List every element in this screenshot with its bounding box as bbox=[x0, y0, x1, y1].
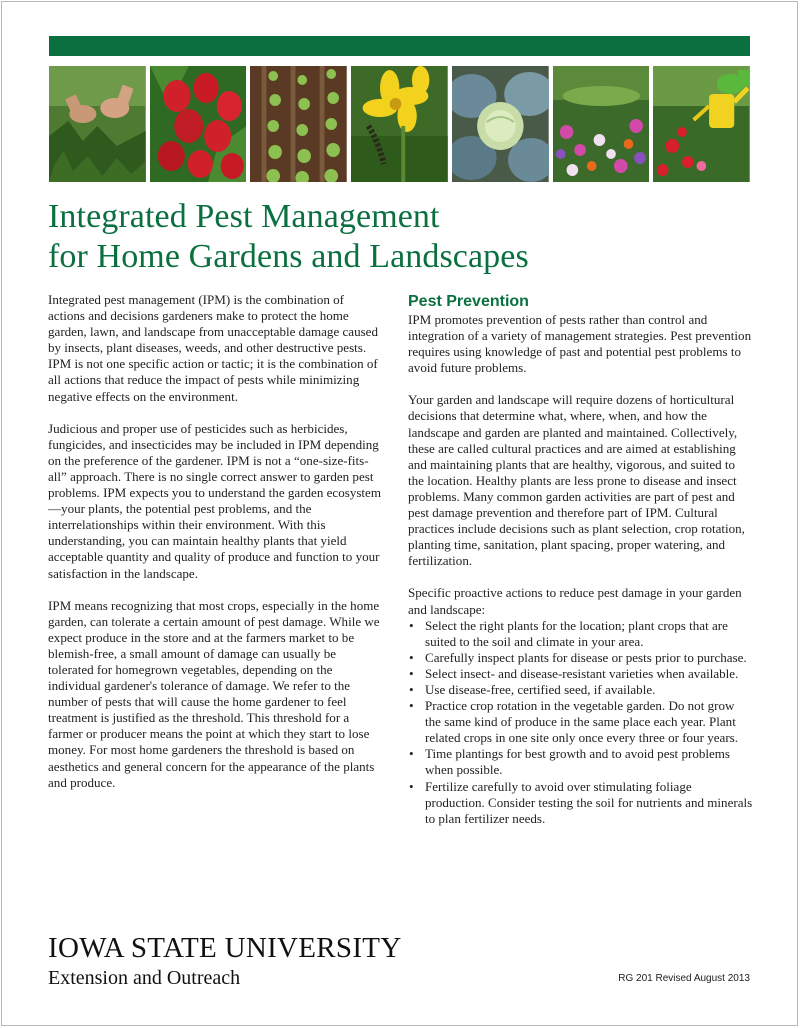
list-item: • Select the right plants for the location; plant crops that are suited to the soil and climate in your area. bbox=[408, 618, 753, 650]
page-title bbox=[48, 197, 748, 277]
list-item: • Time plantings for best growth and to avoid pest problems when possible. bbox=[408, 746, 753, 778]
seedling-rows-photo bbox=[250, 66, 347, 182]
prevention-paragraph: IPM promotes prevention of pests rather than control and integration of a variety of management strategies. Pest prevention requires using knowledge of past and potential pest problems to avoid future problems. bbox=[408, 312, 752, 376]
intro-paragraph: Integrated pest management (IPM) is the combination of actions and decisions gardeners make to protect the home garden, lawn, and landscape from unacceptable damage caused by insects, plant diseases, weeds, and other destructive pests. IPM is not one specific action or tactic; it is the combination of all actions that reduce the impact of pests while minimizing negative effects on the environment. bbox=[48, 292, 379, 404]
title-line-2: for Home Gardens and Landscapes bbox=[48, 238, 529, 275]
extension-outreach-label: Extension and Outreach bbox=[48, 967, 241, 989]
list-item: • Fertilize carefully to avoid over stimulating foliage production. Consider testing the soil for nutrients and minerals to plan fertilizer needs. bbox=[408, 779, 753, 827]
pesticides-paragraph: Judicious and proper use of pesticides such as herbicides, fungicides, and insecticides may be included in IPM depending on the preference of the gardener. IPM is not a “one-size-fits-all” approach. There is no single correct answer to garden pest problems. IPM expects you to understand the garden ecosystem—your plants, the potential pest problems, and the interrelationships within their environment. With this understanding, you can maintain healthy plants that yield acceptable quantity and quality of produce and function to your satisfaction in the landscape. bbox=[48, 420, 381, 581]
cultural-practices-paragraph: Your garden and landscape will require dozens of horticultural decisions that determine what, where, when, and how the landscape and garden are planted and maintained. Collectively, these are called cultural practices and are aimed at establishing and maintaining plants that are healthy, vigorous, and suited to the location. Healthy plants are less prone to disease and insect problems. Many common garden activities are part of pest and pest damage prevention and therefore part of IPM. Cultural practices include decisions such as plant selection, crop rotation, planting time, sanitation, plant spacing, proper watering, and fertilization. bbox=[408, 392, 745, 569]
header-green-bar bbox=[49, 36, 750, 56]
university-name: IOWA STATE UNIVERSITY bbox=[48, 932, 402, 964]
yellow-flower-caterpillar-photo bbox=[351, 66, 448, 182]
publication-info: RG 201 Revised August 2013 bbox=[618, 973, 750, 984]
proactive-actions-list bbox=[408, 618, 753, 827]
left-column bbox=[48, 292, 383, 791]
list-item: • Select insect- and disease-resistant varieties when available. bbox=[408, 666, 753, 682]
list-item: • Practice crop rotation in the vegetable garden. Do not grow the same kind of produce in the same place each year. Plant related crops in one site only once every three or four years. bbox=[408, 698, 753, 746]
photo-strip bbox=[49, 66, 750, 182]
title-line-1: Integrated Pest Management bbox=[48, 198, 440, 235]
university-logo bbox=[48, 932, 402, 990]
cabbage-photo bbox=[452, 66, 549, 182]
list-item: • Use disease-free, certified seed, if available. bbox=[408, 682, 753, 698]
right-column bbox=[408, 292, 753, 827]
flower-bed-photo bbox=[553, 66, 650, 182]
section-heading-pest-prevention: Pest Prevention bbox=[408, 293, 529, 310]
watering-can-garden-photo bbox=[653, 66, 750, 182]
hands-weeding-photo bbox=[49, 66, 146, 182]
list-intro: Specific proactive actions to reduce pest damage in your garden and landscape: bbox=[408, 585, 742, 617]
list-item: • Carefully inspect plants for disease or pests prior to purchase. bbox=[408, 650, 753, 666]
threshold-paragraph: IPM means recognizing that most crops, especially in the home garden, can tolerate a certain amount of pest damage. While we expect produce in the store and at the farmers market to be blemish-free, a small amount of damage can usually be tolerated for homegrown vegetables, depending on the individual gardener's tolerance of damage. We refer to the number of pests that will cause the home gardener to feel treatment is justified as the threshold. This threshold for a farmer or producer means the point at which they start to lose money. For most home gardeners the threshold is based on aesthetics and general concern for the appearance of the plants and produce. bbox=[48, 597, 380, 790]
strawberries-photo bbox=[150, 66, 247, 182]
